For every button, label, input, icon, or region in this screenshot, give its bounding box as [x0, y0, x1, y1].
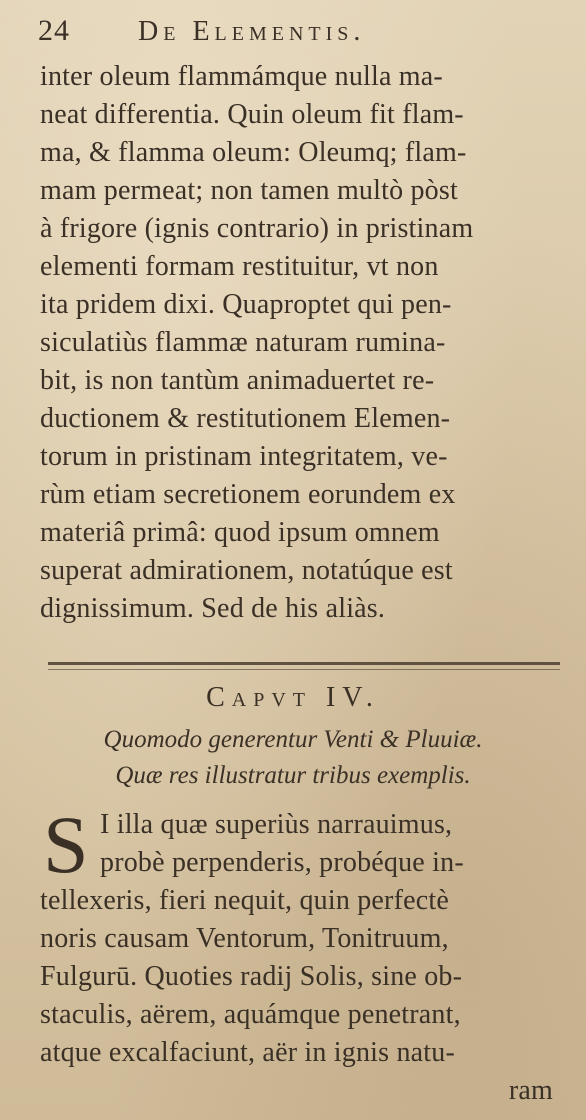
ornamental-rule-thin: [48, 669, 560, 670]
text-line: à frigore (ignis contrario) in pristinam: [40, 213, 474, 244]
text-line: torum in pristinam integritatem, ve-: [40, 441, 448, 472]
text-line: rùm etiam secretionem eorundem ex: [40, 479, 456, 510]
text-line: ma, & flamma oleum: Oleumq; flam-: [40, 137, 467, 168]
chapter-paragraph: [40, 799, 565, 1110]
text-line: mam permeat; non tamen multò pòst: [40, 175, 458, 206]
text-line: tellexeris, fieri nequit, quin perfectè: [40, 885, 449, 916]
text-line: noris causam Ventorum, Tonitruum,: [40, 923, 449, 954]
text-line: elementi formam restituitur, vt non: [40, 251, 439, 282]
text-line: Fulgurū. Quoties radij Solis, sine ob-: [40, 961, 463, 992]
ornamental-rule: [48, 662, 560, 665]
text-line: siculatiùs flammæ naturam rumina-: [40, 327, 446, 358]
text-line: staculis, aërem, aquámque penetrant,: [40, 999, 461, 1030]
text-line: ita pridem dixi. Quaproptet qui pen-: [40, 289, 452, 320]
text-line: materiâ primâ: quod ipsum omnem: [40, 517, 440, 548]
drop-cap: S: [43, 799, 89, 890]
text-line: dignissimum. Sed de his aliàs.: [40, 593, 386, 624]
text-line: probè perpenderis, probéque in-: [100, 847, 464, 878]
text-line: superat admirationem, notatúque est: [40, 555, 453, 586]
running-title: De Elementis.: [138, 16, 366, 47]
page-number: 24: [38, 14, 70, 47]
text-line: inter oleum flammámque nulla ma-: [40, 61, 443, 92]
page-header: [38, 12, 558, 52]
chapter-subtitle-1: Quomodo generentur Venti & Pluuiæ.: [103, 726, 483, 753]
body-paragraph: [40, 58, 565, 628]
catchword: ram: [508, 1075, 553, 1106]
text-line: atque excalfaciunt, aër in ignis natu-: [40, 1037, 455, 1068]
chapter-subtitle-2: Quæ res illustratur tribus exemplis.: [115, 762, 471, 789]
text-line: bit, is non tantùm animaduertet re-: [40, 365, 435, 396]
chapter-title: Capvt IV.: [206, 682, 380, 713]
text-line: I illa quæ superiùs narrauimus,: [100, 809, 453, 840]
text-line: ductionem & restitutionem Elemen-: [40, 403, 451, 434]
text-line: neat differentia. Quin oleum fit flam-: [40, 99, 464, 130]
